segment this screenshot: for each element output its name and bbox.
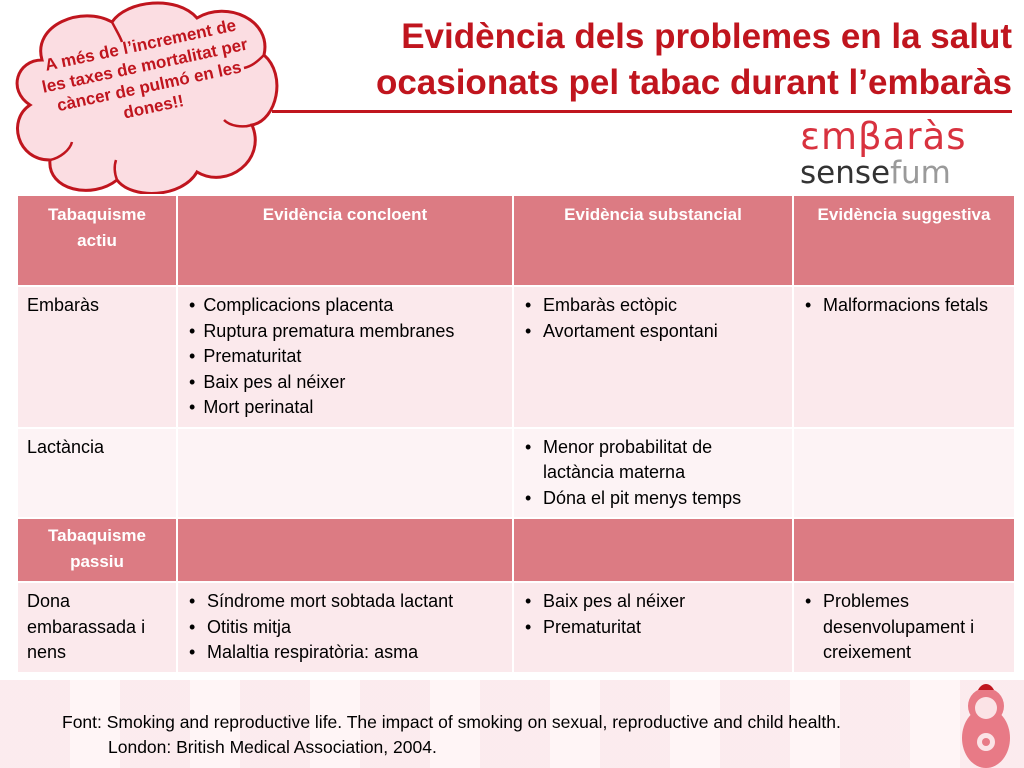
cell-embaras-substancial <box>513 286 793 428</box>
title-underline <box>272 110 1012 113</box>
cell-passiu-suggestiva <box>793 582 1015 673</box>
section-header-row <box>17 518 1015 582</box>
cell-lactancia-suggestiva <box>793 428 1015 519</box>
page-title <box>252 14 1012 106</box>
header-evidencia-suggestiva: Evidència suggestiva <box>793 195 1015 286</box>
logo-sense: sense <box>800 155 891 191</box>
list-item: • Problemes desenvolupament i creixement <box>803 589 1005 666</box>
section-empty-cell <box>793 518 1015 582</box>
list-item: • Dóna el pit menys temps <box>523 486 783 512</box>
callout-text: A més de l’increment de les taxes de mortalitat per càncer de pulmó en les dones!! <box>40 15 250 123</box>
evidence-table <box>16 194 1016 674</box>
logo-embaras: εmβaràs <box>800 115 967 158</box>
matryoshka-doll-icon <box>956 680 1016 768</box>
section-empty-cell <box>513 518 793 582</box>
table-row <box>17 428 1015 519</box>
source-line-1: Font: Smoking and reproductive life. The impact of smoking on sexual, reproductive and child health. <box>62 712 841 732</box>
source-line-2: London: British Medical Association, 2004. <box>108 737 437 757</box>
list-item: • Baix pes al néixer <box>187 370 503 396</box>
list-item: • Malaltia respiratòria: asma <box>187 640 503 666</box>
logo-sense-fum <box>800 156 990 190</box>
list-item: • Síndrome mort sobtada lactant <box>187 589 503 615</box>
cell-embaras-concloent <box>177 286 513 428</box>
list-item: • Complicacions placenta <box>187 293 503 319</box>
row-label-embaras: Embaràs <box>17 286 177 428</box>
cell-passiu-substancial <box>513 582 793 673</box>
list-item: • Menor probabilitat de lactància materna <box>523 435 783 486</box>
row-label-lactancia: Lactància <box>17 428 177 519</box>
header-tabaquisme-passiu: Tabaquisme passiu <box>17 518 177 582</box>
source-citation <box>62 710 962 760</box>
list-item: • Mort perinatal <box>187 395 503 421</box>
header-evidencia-concloent: Evidència concloent <box>177 195 513 286</box>
list-item: • Ruptura prematura membranes <box>187 319 503 345</box>
list-item: • Otitis mitja <box>187 615 503 641</box>
cell-passiu-concloent <box>177 582 513 673</box>
list-item: • Avortament espontani <box>523 319 783 345</box>
table-row <box>17 286 1015 428</box>
cell-lactancia-concloent <box>177 428 513 519</box>
cell-embaras-suggestiva <box>793 286 1015 428</box>
callout-cloud <box>2 0 282 200</box>
row-label-dona-nens: Dona embarassada i nens <box>17 582 177 673</box>
table-row <box>17 582 1015 673</box>
list-item: • Embaràs ectòpic <box>523 293 783 319</box>
logo-fum: fum <box>890 155 951 191</box>
title-line-2: ocasionats pel tabac durant l’embaràs <box>375 63 1012 102</box>
list-item: • Prematuritat <box>187 344 503 370</box>
section-empty-cell <box>177 518 513 582</box>
table-header-row <box>17 195 1015 286</box>
list-item: • Prematuritat <box>523 615 783 641</box>
header-evidencia-substancial: Evidència substancial <box>513 195 793 286</box>
title-line-1: Evidència dels problemes en la salut <box>401 17 1012 56</box>
embaras-sense-fum-logo <box>800 115 990 191</box>
header-tabaquisme-actiu: Tabaquisme actiu <box>17 195 177 286</box>
cell-lactancia-substancial <box>513 428 793 519</box>
list-item: • Baix pes al néixer <box>523 589 783 615</box>
list-item: • Malformacions fetals <box>803 293 1005 319</box>
